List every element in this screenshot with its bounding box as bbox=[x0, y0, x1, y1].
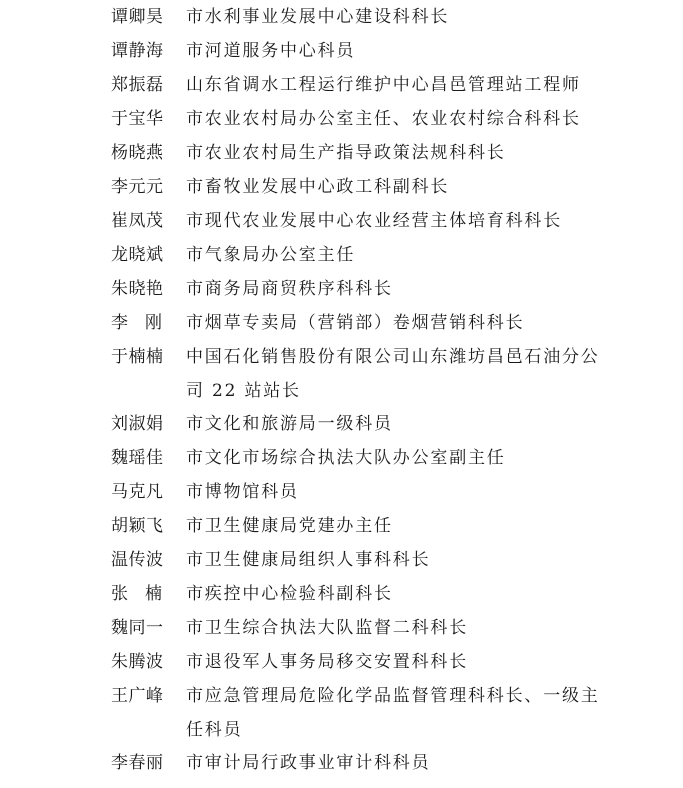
person-title: 市退役军人事务局移交安置科科长 bbox=[186, 652, 468, 672]
list-item bbox=[0, 408, 683, 442]
list-item bbox=[0, 69, 683, 103]
list-item bbox=[0, 205, 683, 239]
person-name: 谭卿昊 bbox=[111, 7, 164, 27]
person-title: 市气象局办公室主任 bbox=[186, 245, 356, 265]
person-title: 市文化市场综合执法大队办公室副主任 bbox=[186, 448, 506, 468]
list-item bbox=[0, 680, 683, 747]
person-name: 胡颖飞 bbox=[111, 516, 164, 536]
person-name: 魏瑶佳 bbox=[111, 448, 164, 468]
list-item bbox=[0, 171, 683, 205]
person-title: 市疾控中心检验科副科长 bbox=[186, 584, 393, 604]
list-item bbox=[0, 239, 683, 273]
list-item bbox=[0, 273, 683, 307]
list-item bbox=[0, 747, 683, 781]
person-title: 市卫生健康局组织人事科科长 bbox=[186, 550, 431, 570]
person-title: 市审计局行政事业审计科科员 bbox=[186, 753, 431, 773]
person-name: 李 刚 bbox=[111, 313, 162, 333]
person-title: 市水利事业发展中心建设科科长 bbox=[186, 7, 450, 27]
person-name: 崔凤茂 bbox=[111, 211, 164, 231]
person-title: 市应急管理局危险化学品监督管理科科长、一级主任科员 bbox=[186, 686, 600, 740]
person-name: 魏同一 bbox=[111, 618, 164, 638]
person-name: 龙晓斌 bbox=[111, 245, 164, 265]
person-name: 谭静海 bbox=[111, 41, 164, 61]
list-item bbox=[0, 137, 683, 171]
person-name: 温传波 bbox=[111, 550, 164, 570]
list-item bbox=[0, 544, 683, 578]
list-item bbox=[0, 1, 683, 35]
person-name: 于宝华 bbox=[111, 109, 164, 129]
person-title: 市文化和旅游局一级科员 bbox=[186, 414, 393, 434]
person-name: 王广峰 bbox=[111, 686, 164, 706]
person-name: 朱腾波 bbox=[111, 652, 164, 672]
list-item bbox=[0, 307, 683, 341]
person-title: 市畜牧业发展中心政工科副科长 bbox=[186, 177, 450, 197]
person-title: 市卫生综合执法大队监督二科科长 bbox=[186, 618, 468, 638]
person-title: 中国石化销售股份有限公司山东潍坊昌邑石油分公司 22 站站长 bbox=[186, 347, 600, 401]
person-title: 市农业农村局生产指导政策法规科科长 bbox=[186, 143, 506, 163]
list-item bbox=[0, 646, 683, 680]
person-name: 李元元 bbox=[111, 177, 164, 197]
list-item bbox=[0, 476, 683, 510]
person-title: 市博物馆科员 bbox=[186, 482, 299, 502]
person-name: 马克凡 bbox=[111, 482, 164, 502]
list-item bbox=[0, 103, 683, 137]
list-item bbox=[0, 510, 683, 544]
list-item bbox=[0, 612, 683, 646]
person-title: 市卫生健康局党建办主任 bbox=[186, 516, 393, 536]
person-title: 市农业农村局办公室主任、农业农村综合科科长 bbox=[186, 109, 581, 129]
person-title: 市烟草专卖局（营销部）卷烟营销科科长 bbox=[186, 313, 525, 333]
person-name: 郑振磊 bbox=[111, 75, 164, 95]
list-item bbox=[0, 35, 683, 69]
person-name: 李春丽 bbox=[111, 753, 164, 773]
list-item bbox=[0, 442, 683, 476]
person-title: 市商务局商贸秩序科科长 bbox=[186, 279, 393, 299]
person-title: 山东省调水工程运行维护中心昌邑管理站工程师 bbox=[186, 75, 581, 95]
person-title: 市现代农业发展中心农业经营主体培育科科长 bbox=[186, 211, 562, 231]
list-item bbox=[0, 578, 683, 612]
person-name: 于楠楠 bbox=[111, 347, 164, 367]
person-name: 张 楠 bbox=[111, 584, 162, 604]
person-name: 刘淑娟 bbox=[111, 414, 164, 434]
person-name: 朱晓艳 bbox=[111, 279, 164, 299]
person-title: 市河道服务中心科员 bbox=[186, 41, 356, 61]
person-name: 杨晓燕 bbox=[111, 143, 164, 163]
list-item bbox=[0, 341, 683, 408]
